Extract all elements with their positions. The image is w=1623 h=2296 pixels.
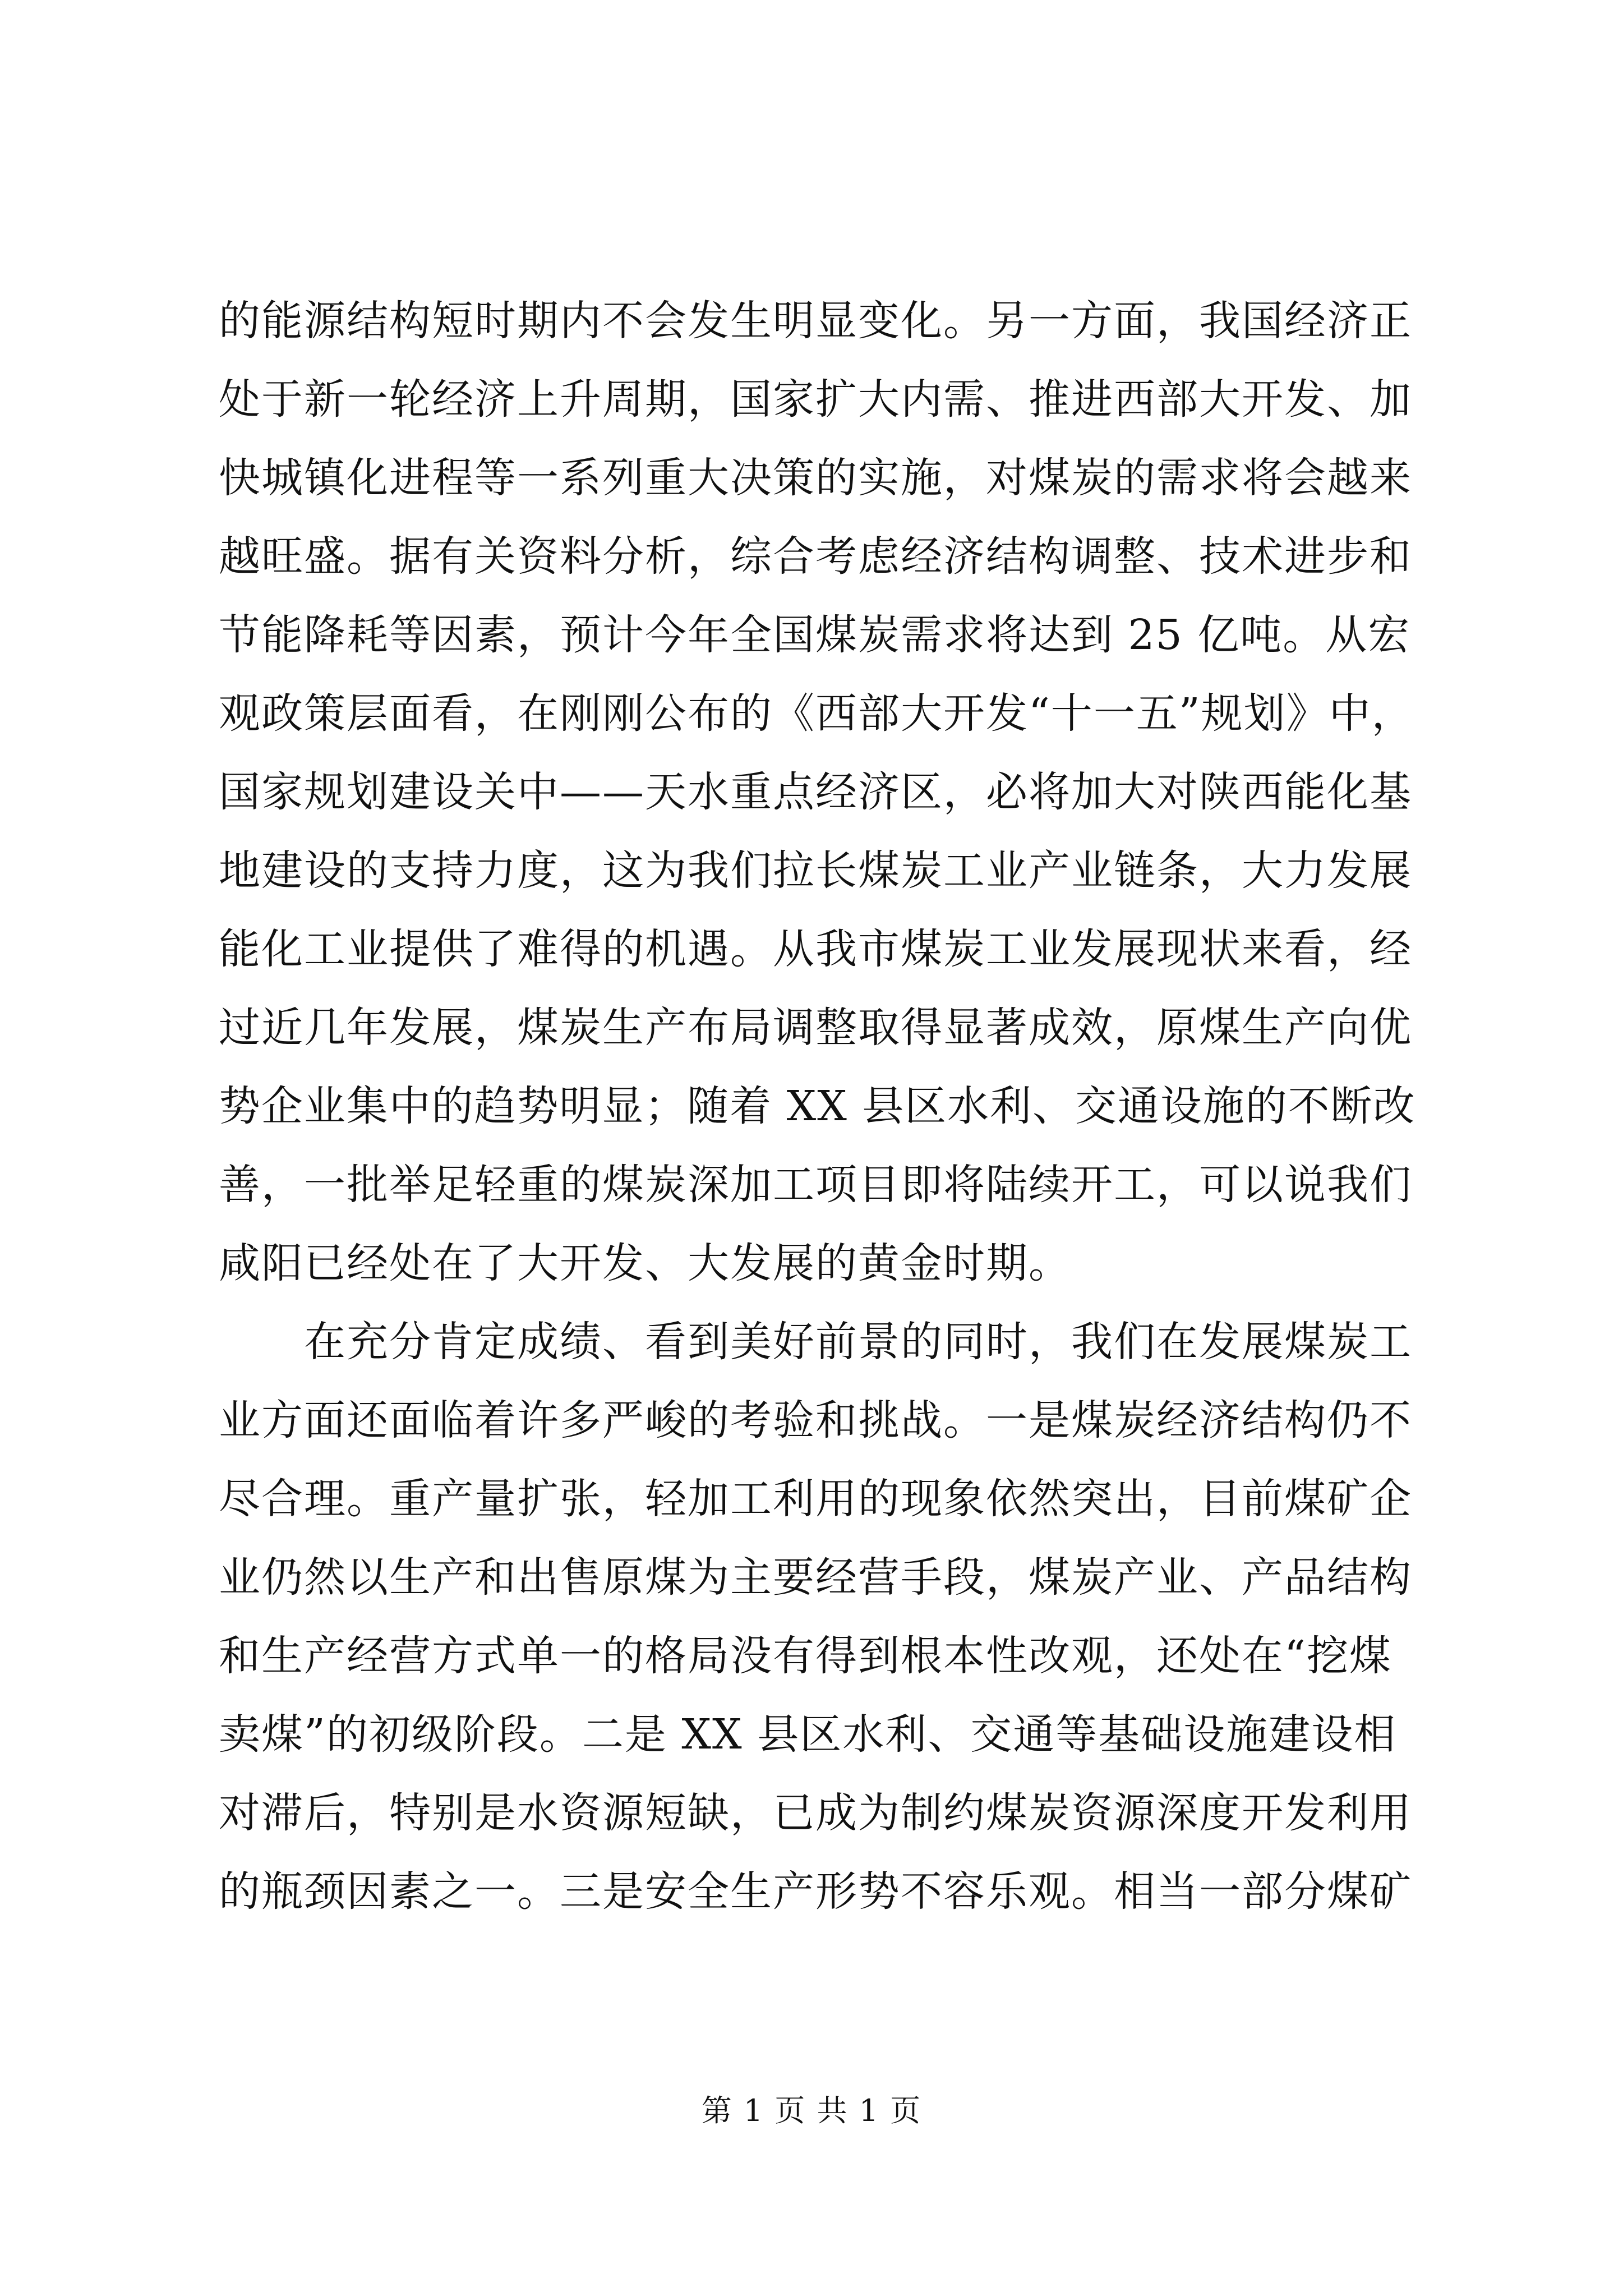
text-line-16: 尽合理。重产量扩张，轻加工利用的现象依然突出，目前煤矿企 <box>219 1475 1412 1523</box>
text-line-3: 快城镇化进程等一系列重大决策的实施，对煤炭的需求将会越来 <box>219 454 1412 502</box>
text-line-6: 观政策层面看，在刚刚公布的《西部大开发“十一五”规划》中， <box>219 689 1414 738</box>
text-line-5: 节能降耗等因素，预计今年全国煤炭需求将达到 25 亿吨。从宏 <box>219 611 1411 659</box>
text-line-17: 业仍然以生产和出售原煤为主要经营手段，煤炭产业、产品结构 <box>219 1553 1412 1602</box>
text-line-10: 过近几年发展，煤炭生产布局调整取得显著成效，原煤生产向优 <box>219 1004 1412 1052</box>
text-line-1: 的能源结构短时期内不会发生明显变化。另一方面，我国经济正 <box>219 297 1412 345</box>
text-line-19: 卖煤”的初级阶段。二是 XX 县区水利、交通等基础设施建设相 <box>219 1710 1397 1759</box>
text-line-18: 和生产经营方式单一的格局没有得到根本性改观，还处在“挖煤 <box>219 1632 1392 1680</box>
text-line-2: 处于新一轮经济上升周期，国家扩大内需、推进西部大开发、加 <box>219 375 1412 424</box>
text-line-9: 能化工业提供了难得的机遇。从我市煤炭工业发展现状来看，经 <box>219 925 1412 973</box>
text-line-12: 善，一批举足轻重的煤炭深加工项目即将陆续开工，可以说我们 <box>219 1161 1412 1209</box>
text-line-11: 势企业集中的趋势明显；随着 XX 县区水利、交通设施的不断改 <box>219 1082 1416 1130</box>
text-line-7: 国家规划建设关中——天水重点经济区，必将加大对陕西能化基 <box>219 768 1412 816</box>
page-footer: 第 1 页 共 1 页 <box>701 2093 922 2128</box>
text-line-14: 在充分肯定成绩、看到美好前景的同时，我们在发展煤炭工 <box>219 1318 1412 1366</box>
text-line-4: 越旺盛。据有关资料分析，综合考虑经济结构调整、技术进步和 <box>219 532 1412 581</box>
text-line-13: 咸阳已经处在了大开发、大发展的黄金时期。 <box>219 1239 1071 1287</box>
text-line-8: 地建设的支持力度，这为我们拉长煤炭工业产业链条，大力发展 <box>219 846 1412 895</box>
text-line-21: 的瓶颈因素之一。三是安全生产形势不容乐观。相当一部分煤矿 <box>219 1867 1412 1916</box>
text-line-20: 对滞后，特别是水资源短缺，已成为制约煤炭资源深度开发利用 <box>219 1789 1412 1837</box>
text-line-15: 业方面还面临着许多严峻的考验和挑战。一是煤炭经济结构仍不 <box>219 1396 1412 1444</box>
